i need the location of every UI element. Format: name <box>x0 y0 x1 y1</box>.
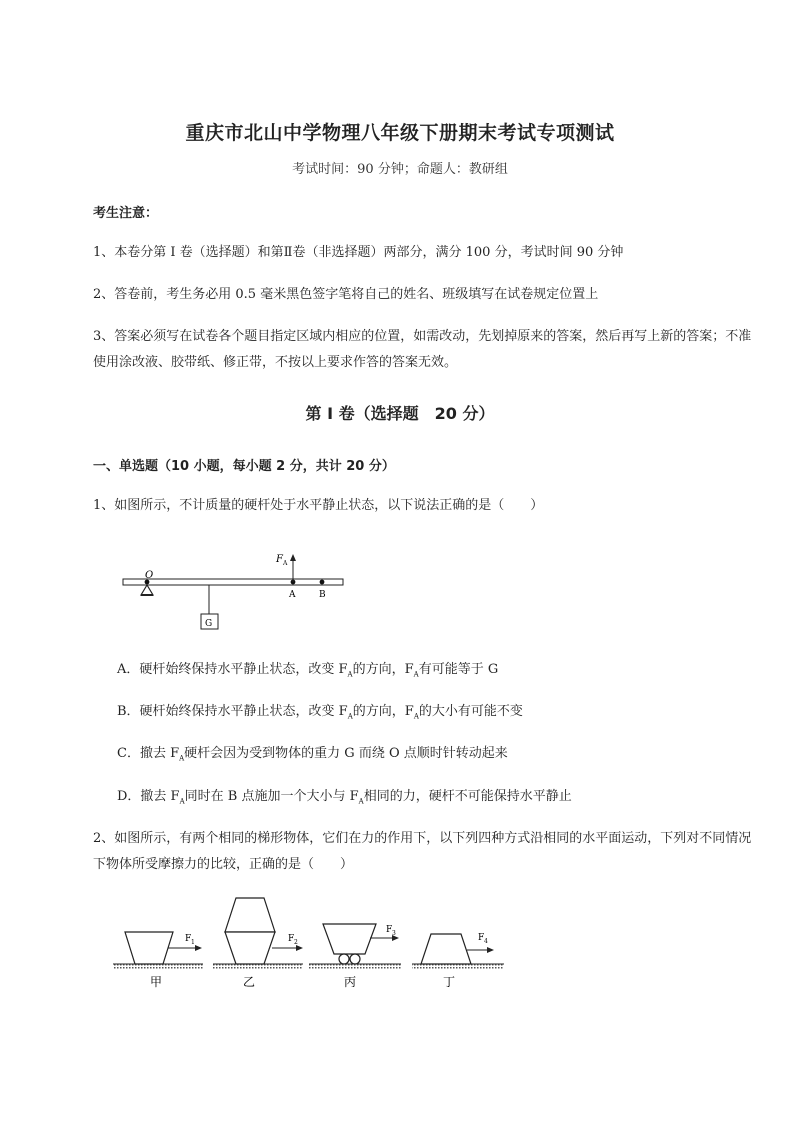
caption-bing: 丙 <box>344 975 357 989</box>
ground-bing <box>309 964 401 969</box>
question-2-stem: 2、如图所示，有两个相同的梯形物体，它们在力的作用下，以下列四种方式沿相同的水平面运动，下列对不同情况下物体所受摩擦力的比较，正确的是（ ） <box>93 831 752 872</box>
roller-left <box>339 954 349 964</box>
trapezoid-bing <box>323 924 376 954</box>
svg-text:F: F <box>386 925 393 935</box>
option-d[interactable]: D．撤去 $F_A$同时在 B 点施加一个大小与 $F_A$相同的力，硬杆不可能保持水平静止 <box>117 789 572 806</box>
part-heading: 一、单选题（10 小题，每小题 2 分，共计 20 分） <box>93 459 395 474</box>
ground-jia <box>113 964 203 969</box>
caption-jia: 甲 <box>150 975 163 989</box>
svg-text:4: 4 <box>484 938 488 945</box>
point-b <box>320 580 325 585</box>
question-1-stem: 1、如图所示，不计质量的硬杆处于水平静止状态，以下说法正确的是（ ） <box>93 498 544 513</box>
option-b[interactable]: B．硬杆始终保持水平静止状态，改变 $F_A$的方向，$F_A$的大小有可能不变 <box>117 704 523 721</box>
label-g: G <box>205 619 213 629</box>
svg-text:F: F <box>185 934 192 944</box>
svg-text:2: 2 <box>294 939 298 946</box>
notice-item-1: 1、本卷分第 I 卷（选择题）和第Ⅱ卷（非选择题）两部分，满分 100 分，考试时间 90 分钟 <box>93 245 624 260</box>
svg-text:3: 3 <box>392 930 396 937</box>
exam-info: 考试时间：90 分钟；命题人：教研组 <box>292 162 508 177</box>
caption-ding: 丁 <box>443 975 456 989</box>
option-c[interactable]: C．撤去 $F_A$硬杆会因为受到物体的重力 G 而绕 O 点顺时针转动起来 <box>117 746 508 763</box>
force-arrowhead <box>290 554 296 561</box>
trapezoid-yi-top <box>225 898 275 932</box>
label-b: B <box>319 590 326 600</box>
svg-text:1: 1 <box>191 939 195 946</box>
notice-item-3: 3、答案必须写在试卷各个题目指定区域内相应的位置，如需改动，先划掉原来的答案，然后再写上新的答案；不准使用涂改液、胶带纸、修正带，不按以上要求作答的答案无效。 <box>93 329 752 370</box>
label-a: A <box>289 590 296 600</box>
trapezoid-ding <box>421 934 471 964</box>
section-title: 第 I 卷（选择题 20 分） <box>305 404 495 423</box>
svg-text:F: F <box>478 933 485 943</box>
friction-figure <box>105 892 515 992</box>
option-a[interactable]: A．硬杆始终保持水平静止状态，改变 $F_A$的方向，$F_A$有可能等于 G <box>117 662 499 679</box>
caption-yi: 乙 <box>243 975 256 989</box>
pivot-support <box>141 585 153 595</box>
notice-heading: 考生注意： <box>93 206 159 221</box>
label-fa-sub: A <box>283 560 288 567</box>
trapezoid-jia <box>125 932 173 964</box>
notice-item-2: 2、答卷前，考生务必用 0.5 毫米黑色签字笔将自己的姓名、班级填写在试卷规定位置上 <box>93 287 599 302</box>
label-o: O <box>145 570 154 581</box>
svg-text:F: F <box>288 934 295 944</box>
lever-figure <box>115 548 355 636</box>
roller-right <box>350 954 360 964</box>
trapezoid-yi-bottom <box>225 932 275 964</box>
ground-yi <box>213 964 303 969</box>
ground-ding <box>412 964 504 969</box>
page-title: 重庆市北山中学物理八年级下册期末考试专项测试 <box>185 122 615 144</box>
label-fa: F <box>276 554 283 565</box>
lever-bar <box>123 579 343 585</box>
